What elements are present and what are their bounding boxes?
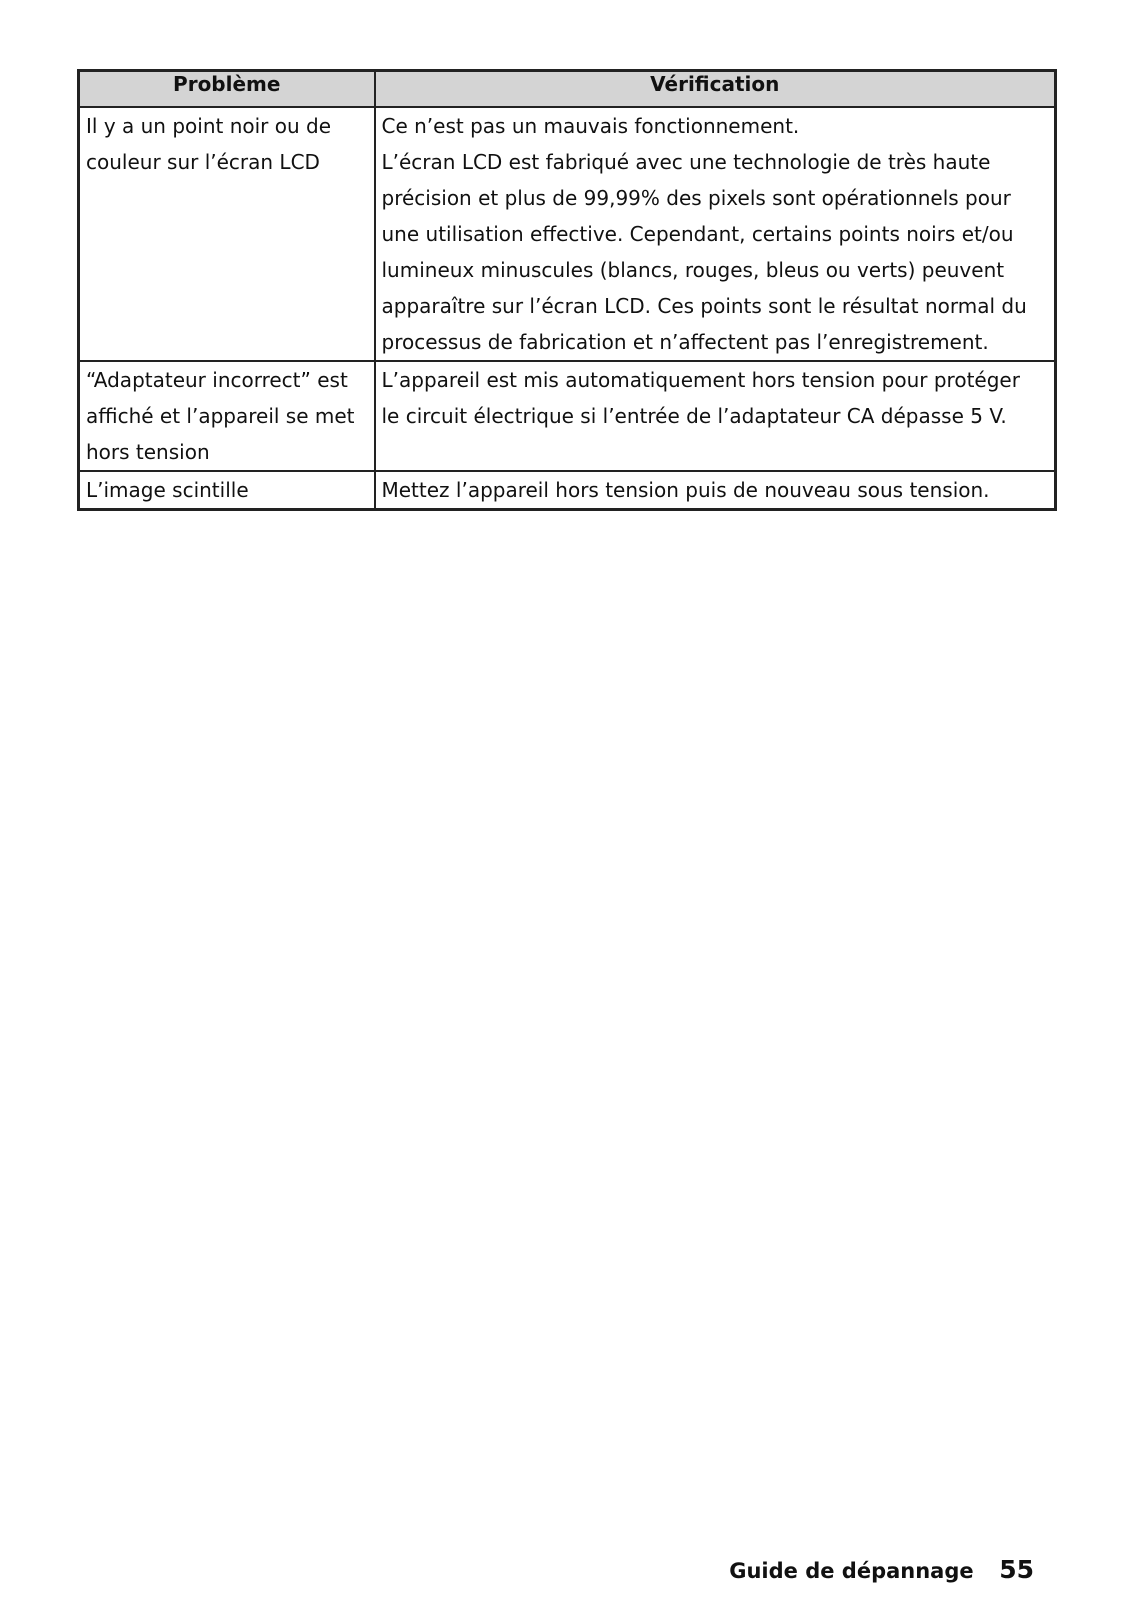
page-footer	[729, 1555, 1034, 1584]
verification-text: Ce n’est pas un mauvais fonctionnement.	[381, 114, 800, 138]
problem-text: hors tension	[86, 440, 210, 464]
problem-text: couleur sur l’écran LCD	[86, 150, 320, 174]
verification-cell	[375, 471, 1056, 510]
verification-text: lumineux minuscules (blancs, rouges, bleus ou verts) peuvent	[381, 258, 1005, 282]
verification-text: précision et plus de 99,99% des pixels sont opérationnels pour	[381, 186, 1011, 210]
problem-text: “Adaptateur incorrect” est	[86, 368, 348, 392]
verification-text: processus de fabrication et n’affectent pas l’enregistrement.	[381, 330, 989, 354]
problem-cell	[79, 361, 375, 471]
verification-text: une utilisation effective. Cependant, certains points noirs et/ou	[381, 222, 1014, 246]
table-row	[79, 361, 1056, 471]
verification-text: Mettez l’appareil hors tension puis de nouveau sous tension.	[381, 478, 990, 502]
problem-cell	[79, 107, 375, 361]
troubleshooting-table	[77, 69, 1057, 511]
verification-cell	[375, 361, 1056, 471]
problem-text: Il y a un point noir ou de	[86, 114, 332, 138]
header-verification: Vérification	[375, 71, 1056, 108]
table-header-row	[79, 71, 1056, 108]
verification-text: L’écran LCD est fabriqué avec une technologie de très haute	[381, 150, 991, 174]
verification-cell	[375, 107, 1056, 361]
footer-section-title: Guide de dépannage	[729, 1559, 974, 1583]
page-number: 55	[999, 1555, 1034, 1584]
problem-text: affiché et l’appareil se met	[86, 404, 355, 428]
verification-text: L’appareil est mis automatiquement hors tension pour protéger	[381, 368, 1020, 392]
header-problem: Problème	[79, 71, 375, 108]
problem-text: L’image scintille	[86, 478, 249, 502]
table-row	[79, 471, 1056, 510]
verification-text: le circuit électrique si l’entrée de l’adaptateur CA dépasse 5 V.	[381, 404, 1007, 428]
table-row	[79, 107, 1056, 361]
verification-text: apparaître sur l’écran LCD. Ces points sont le résultat normal du	[381, 294, 1027, 318]
problem-cell	[79, 471, 375, 510]
